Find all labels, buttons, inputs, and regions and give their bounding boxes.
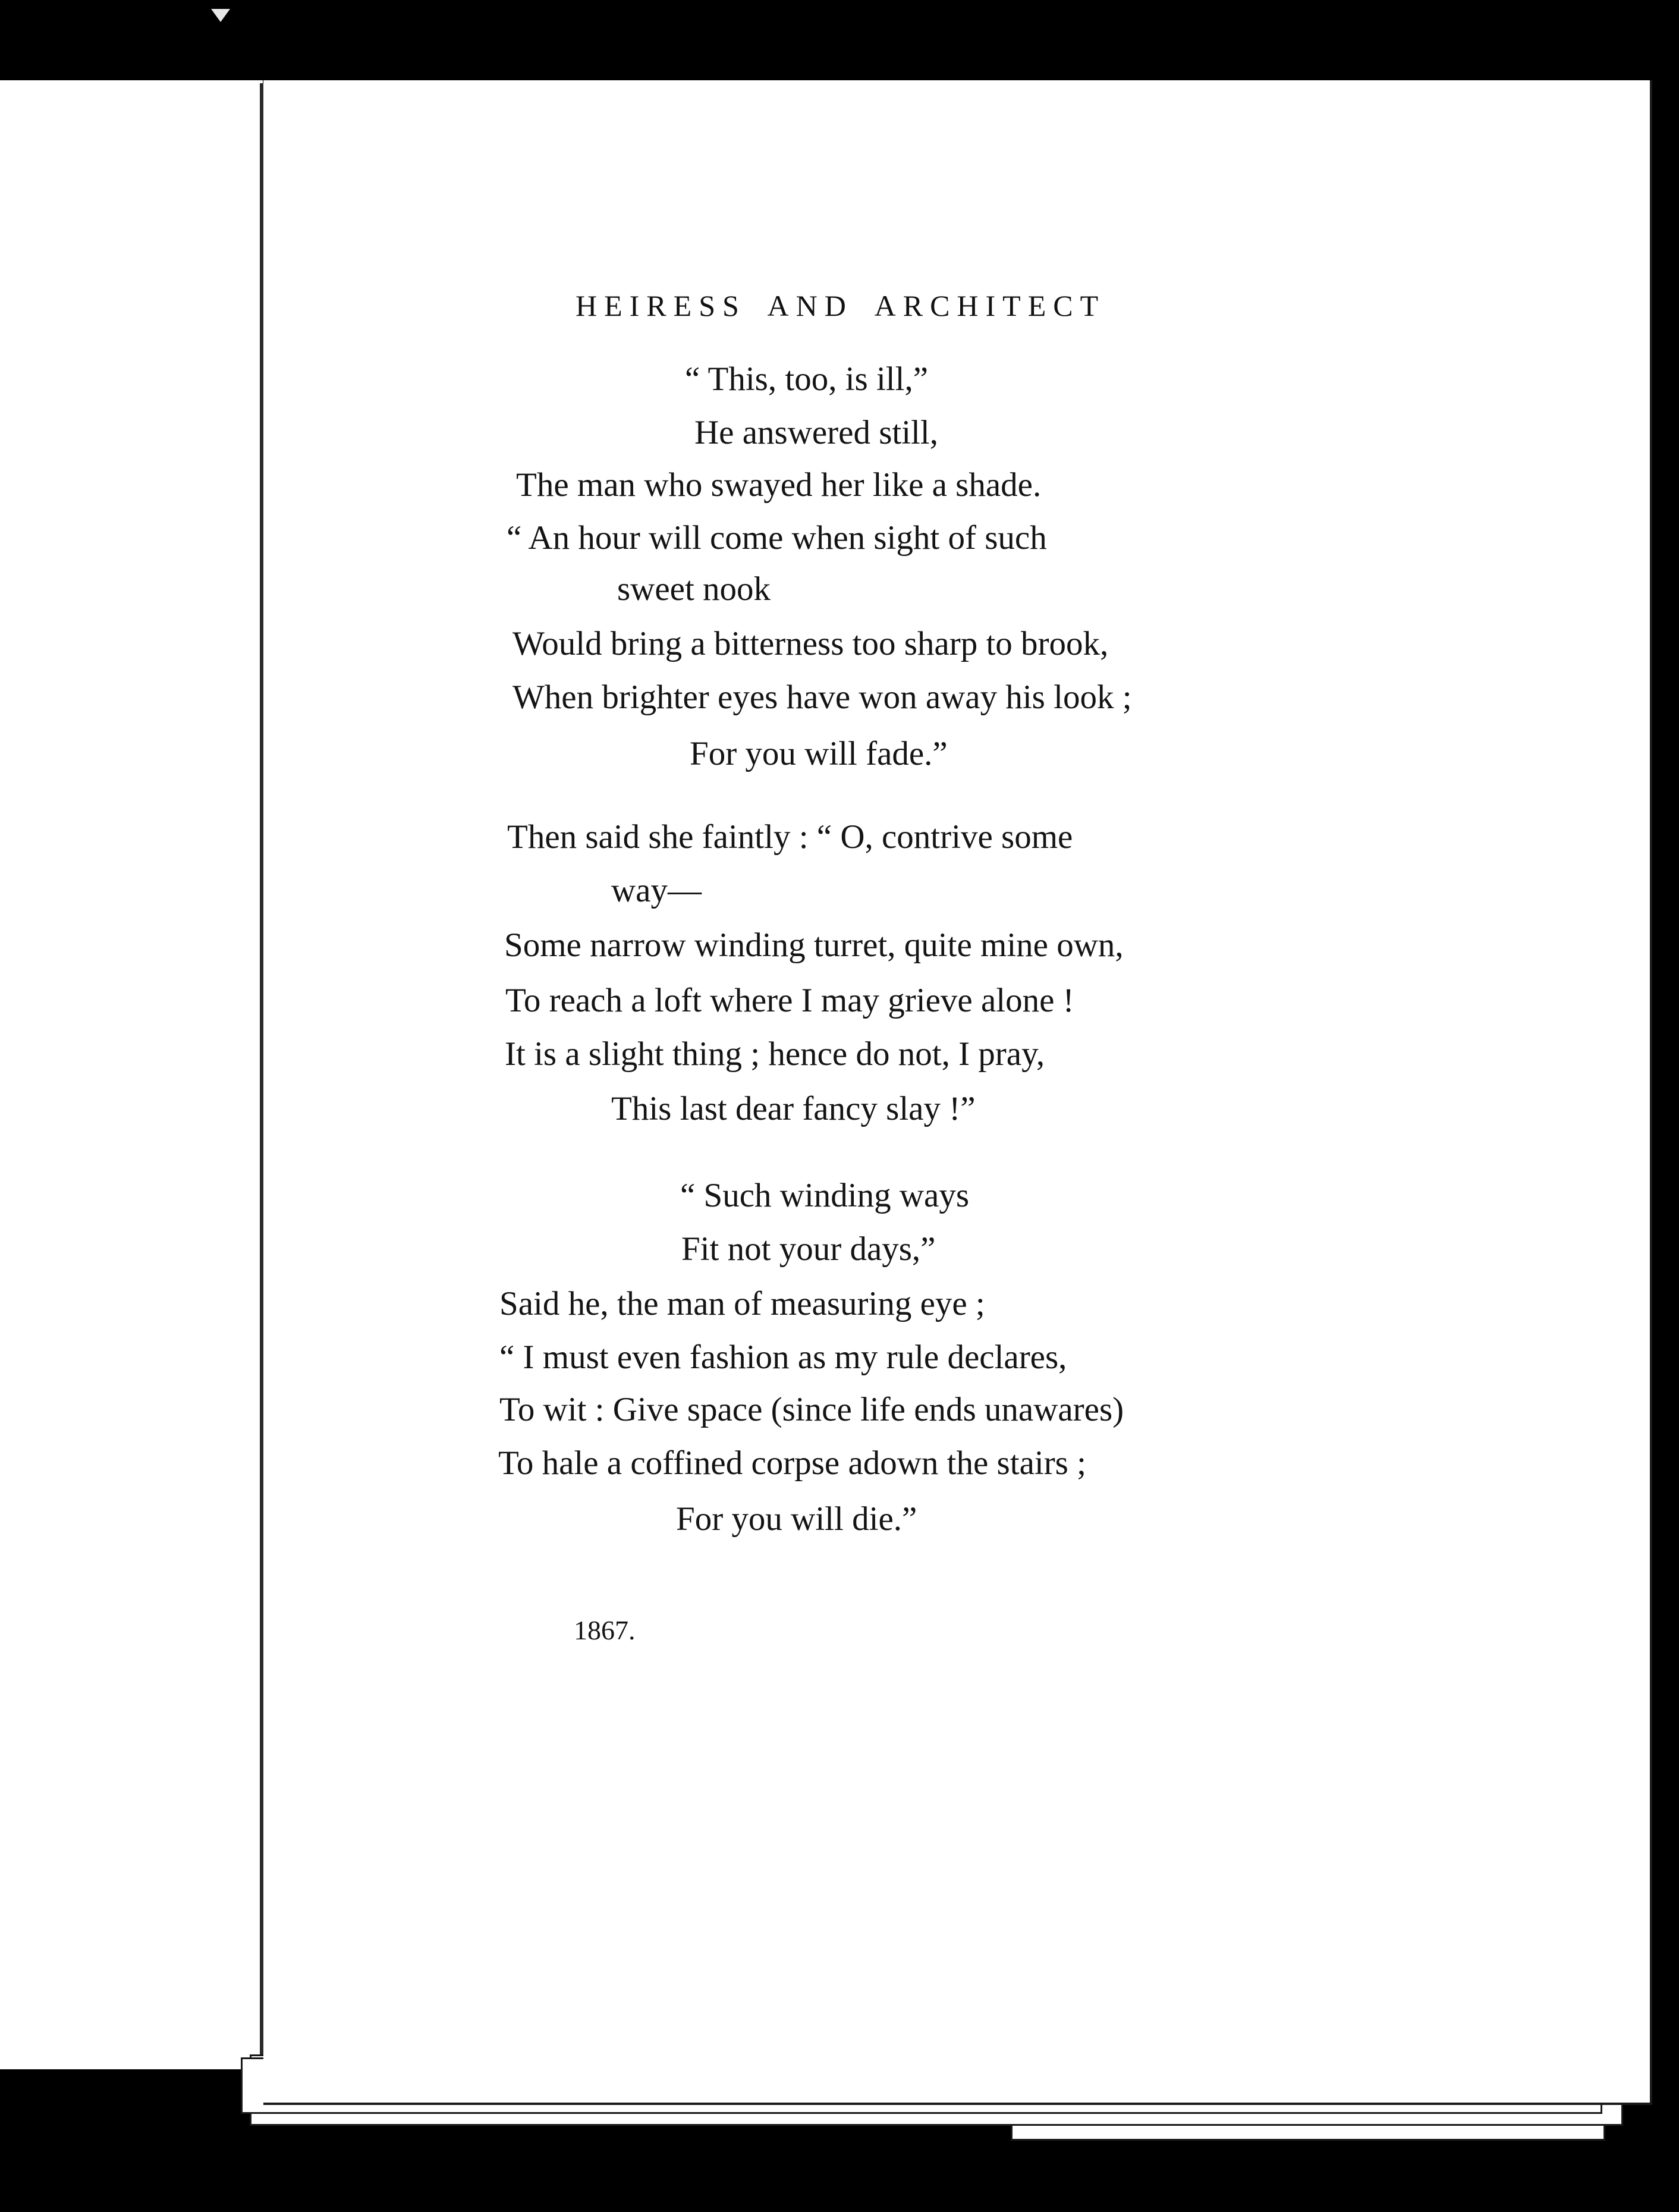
poem-line: Said he, the man of measuring eye ; xyxy=(499,1285,985,1322)
scan-corner-mark xyxy=(211,9,230,22)
poem-line: For you will fade.” xyxy=(690,735,948,772)
poem-line: Fit not your days,” xyxy=(681,1230,936,1268)
poem-date: 1867. xyxy=(574,1615,636,1645)
poem-line: way— xyxy=(611,872,702,909)
poem-line: This last dear fancy slay !” xyxy=(611,1090,976,1127)
poem-line: “ An hour will come when sight of such xyxy=(507,519,1047,557)
poem-title: HEIRESS AND ARCHITECT xyxy=(576,289,1106,322)
poem-line: sweet nook xyxy=(617,570,771,608)
poem-line: To reach a loft where I may grieve alone ! xyxy=(505,982,1074,1019)
poem-line: “ This, too, is ill,” xyxy=(685,360,929,398)
poem-line: To wit : Give space (since life ends unawares) xyxy=(499,1391,1124,1428)
poem-line: It is a slight thing ; hence do not, I pray, xyxy=(505,1035,1045,1073)
poem-line: He answered still, xyxy=(694,414,938,451)
poem-line: “ Such winding ways xyxy=(680,1177,970,1214)
poem-line: When brighter eyes have won away his look ; xyxy=(512,678,1132,716)
poem-line: To hale a coffined corpse adown the stairs ; xyxy=(498,1444,1086,1482)
poem-line: For you will die.” xyxy=(676,1500,917,1538)
poem-line: The man who swayed her like a shade. xyxy=(516,466,1042,504)
left-facing-page xyxy=(0,80,263,2069)
poem-line: “ I must even fashion as my rule declares, xyxy=(499,1338,1067,1376)
poem-line: Would bring a bitterness too sharp to brook, xyxy=(512,625,1109,662)
poem-line: Then said she faintly : “ O, contrive some xyxy=(507,818,1073,856)
poem-line: Some narrow winding turret, quite mine own, xyxy=(504,926,1124,964)
